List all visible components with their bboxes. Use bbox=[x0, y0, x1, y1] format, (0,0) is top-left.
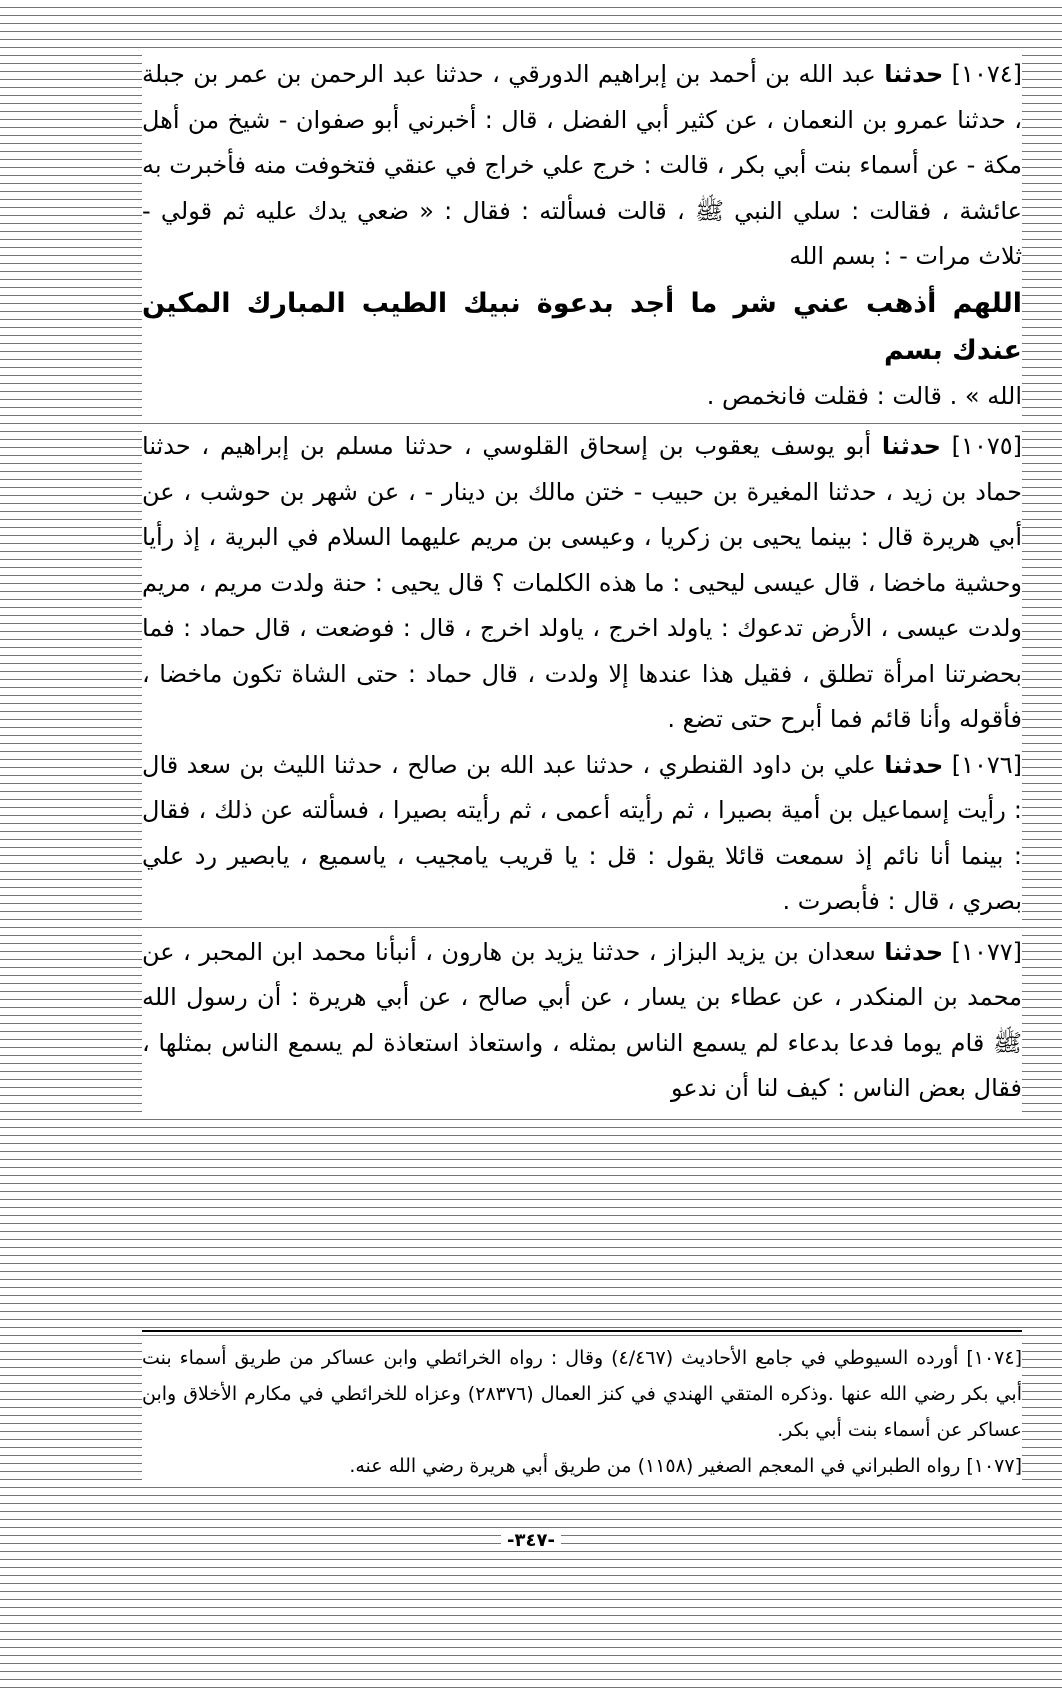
hadith-number: [١٠٧٦] bbox=[951, 750, 1022, 779]
paragraph-1074 bbox=[142, 52, 1022, 280]
footnote-number: [١٠٧٧] bbox=[966, 1455, 1022, 1477]
paragraph-lead: حدثنا bbox=[884, 937, 944, 966]
footnote-number: [١٠٧٤] bbox=[966, 1347, 1022, 1369]
hadith-number: [١٠٧٥] bbox=[951, 432, 1022, 460]
paragraph-1074-end: الله » . قالت : فقلت فانخمص . bbox=[142, 374, 1022, 420]
paragraph-text: سعدان بن يزيد البزاز ، حدثنا يزيد بن هارون ، أنبأنا محمد ابن المحبر ، عن محمد بن المنكدر ، عن عطاء بن يسار ، عن أبي صالح ، عن أبي هريرة : أن رسول الله ﷺ قام يوما فدعا بدعاء لم يسمع الناس بمثله ، واستعاذ استعاذة لم يسمع الناس بمثلها ، فقال بعض الناس : كيف لنا أن ندعو bbox=[142, 937, 1022, 1102]
page-number-label: -٣٤٧- bbox=[501, 1530, 561, 1551]
footnote-1077 bbox=[142, 1448, 1022, 1484]
footnote-separator bbox=[142, 1330, 1022, 1332]
dua-line: اللهم أذهب عني شر ما أجد بدعوة نبيك الطيب المبارك المكين عندك بسم bbox=[142, 280, 1022, 374]
paragraph-lead: حدثنا bbox=[884, 60, 944, 88]
paragraph-1075 bbox=[142, 424, 1022, 743]
footnote-1074 bbox=[142, 1340, 1022, 1448]
footnote-text: رواه الطبراني في المعجم الصغير (١١٥٨) من طريق أبي هريرة رضي الله عنه. bbox=[349, 1455, 961, 1477]
paragraph-text: علي بن داود القنطري ، حدثنا عبد الله بن صالح ، حدثنا الليث بن سعد قال : رأيت إسماعيل بن أمية بصيرا ، ثم رأيته أعمى ، ثم رأيته بصيرا ، فسألته عن ذلك ، فقال : بينما أنا نائم إذ سمعت قائلا يقول : قل : يا قريب يامجيب ، ياسميع ، يابصير رد علي بصري ، قال : فأبصرت . bbox=[142, 750, 1022, 915]
paragraph-1077 bbox=[142, 930, 1022, 1112]
main-text bbox=[142, 52, 1022, 1112]
paragraph-lead: حدثنا bbox=[884, 750, 944, 779]
paragraph-1076 bbox=[142, 743, 1022, 925]
footnote-text: أورده السيوطي في جامع الأحاديث (٤/٤٦٧) وقال : رواه الخرائطي وابن عساكر من طريق أسماء بنت أبي بكر رضي الله عنها .وذكره المتقي الهندي في كنز العمال (٢٨٣٧٦) وعزاه للخرائطي في مكارم الأخلاق وابن عساكر عن أسماء بنت أبي بكر. bbox=[142, 1347, 1022, 1441]
paragraph-text: أبو يوسف يعقوب بن إسحاق القلوسي ، حدثنا مسلم بن إبراهيم ، حدثنا حماد بن زيد ، حدثنا المغيرة بن حبيب - ختن مالك بن دينار - ، عن شهر بن حوشب ، عن أبي هريرة قال : بينما يحيى بن زكريا ، وعيسى بن مريم عليهما السلام في البرية ، إذ رأيا وحشية ماخضا ، قال عيسى ليحيى : ما هذه الكلمات ؟ قال يحيى : حنة ولدت مريم ، مريم ولدت عيسى ، الأرض تدعوك : ياولد اخرج ، ياولد اخرج ، قال : فوضعت ، قال حماد : فما بحضرتنا امرأة تطلق ، فقيل هذا عندها إلا ولدت ، قال حماد : حتى الشاة تكون ماخضا ، فأقوله وأنا قائم فما أبرح حتى تضع . bbox=[142, 432, 1022, 733]
footnotes bbox=[142, 1340, 1022, 1484]
hadith-number: [١٠٧٤] bbox=[951, 60, 1022, 88]
page-number bbox=[0, 1530, 1062, 1551]
paragraph-lead: حدثنا bbox=[881, 432, 941, 460]
paragraph-text: عبد الله بن أحمد بن إبراهيم الدورقي ، حدثنا عبد الرحمن بن عمر بن جبلة ، حدثنا عمرو بن النعمان ، عن كثير أبي الفضل ، قال : أخبرني أبو صفوان - شيخ من أهل مكة - عن أسماء بنت أبي بكر ، قالت : خرج علي خراج في عنقي فتخوفت منه فأخبرت به عائشة ، فقالت : سلي النبي ﷺ ، قالت فسألته : فقال : « ضعي يدك عليه ثم قولي - ثلاث مرات - : بسم الله bbox=[142, 60, 1022, 270]
hadith-number: [١٠٧٧] bbox=[951, 937, 1022, 966]
